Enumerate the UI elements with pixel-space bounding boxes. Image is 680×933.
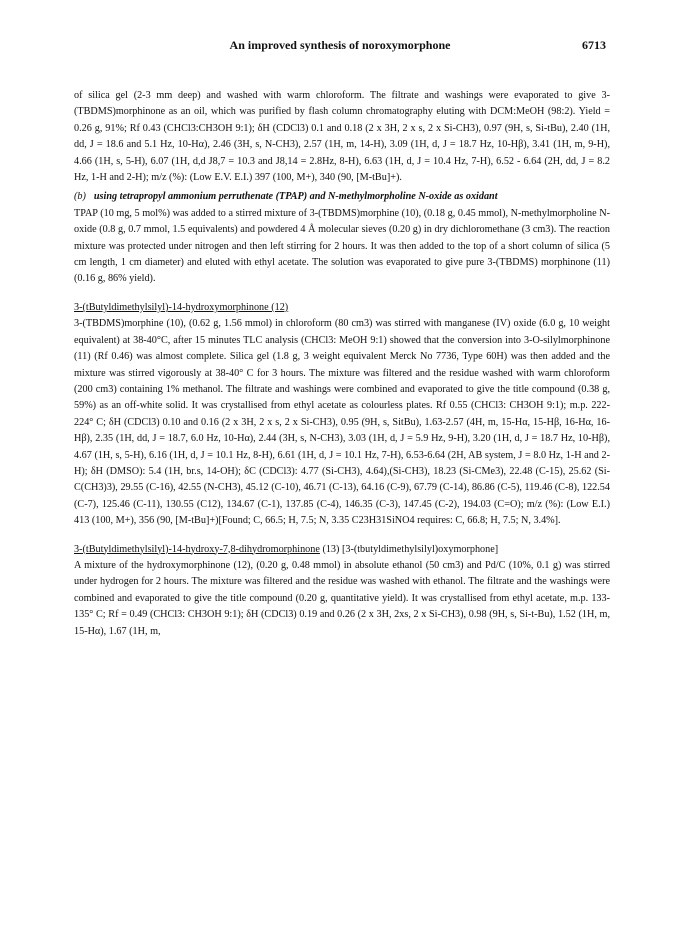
method-title: using tetrapropyl ammonium perruthenate (TPAP) and N-methylmorpholine N-oxide as oxidant xyxy=(93,191,498,203)
method-subheading xyxy=(74,189,610,205)
paragraph-continued: of silica gel (2-3 mm deep) and washed with warm chloroform. The filtrate and washings were evaporated to give 3-(TBDMS)morphinone as an oil, which was purified by flash column chromatography eluting with DCM:MeOH (98:2). Yield = 0.26 g, 91%; Rf 0.43 (CHCl3:CH3OH 9:1); δH (CDCl3) 0.1 and 0.18 (2 x 3H, 2 x s, 2 x Si-CH3), 0.97 (9H, s, Si-tBu), 2.40 (1H, dd, J = 18.6 and 5.1 Hz, 10-Hα), 2.46 (3H, s, N-CH3), 2.57 (1H, m, 14-H), 3.09 (1H, d, J = 18.7 Hz, 10-Hβ), 3.41 (1H, m, 9-H), 4.66 (1H, s, 5-H), 6.07 (1H, d,d J8,7 = 10.3 and J8,14 = 2.8Hz, 8-H), 6.63 (1H, d, J = 10.4 Hz, 7-H), 6.52 - 6.64 (2H, dd, J = 8.2 Hz, 1-H and 2-H); m/z (%): (Low E.V. E.I.) 397 (100, M+), 340 (90, [M-tBu]+). xyxy=(74,90,610,184)
heading-compound-name: 3-(tButyldimethylsilyl)-14-hydroxy-7,8-dihydromorphinone xyxy=(74,543,320,555)
body-text xyxy=(74,88,610,640)
running-title: An improved synthesis of noroxymorphone xyxy=(229,38,451,52)
running-header xyxy=(74,38,606,54)
section-heading-hydroxymorphinone: 3-(tButyldimethylsilyl)-14-hydroxymorphinone (12) xyxy=(74,301,289,313)
page-number: 6713 xyxy=(582,38,606,52)
paragraph-tpap: TPAP (10 mg, 5 mol%) was added to a stirred mixture of 3-(TBDMS)morphine (10), (0.18 g, 0.45 mmol), N-methylmorpholine N-oxide (0.8 g, 0.7 mmol, 1.5 equivalents) and powdered 4 Å molecular sieves (0.20 g) in dry dichloromethane (3 cm3). The reaction mixture was protected under nitrogen and then left stirring for 2 hours. It was then added to the top of a short column of silica (5 cm length, 1 cm diameter) and eluted with ethyl acetate. The solution was evaporated to give pure 3-(TBDMS) morphinone (11) (0.16 g, 86% yield). xyxy=(74,207,610,285)
method-label: (b) xyxy=(74,191,86,203)
section-heading-dihydromorphinone xyxy=(74,542,610,558)
paragraph-dihydromorphinone: A mixture of the hydroxymorphinone (12), (0.20 g, 0.48 mmol) in absolute ethanol (50 cm3) and Pd/C (10%, 0.1 g) was stirred under hydrogen for 2 hours. The mixture was filtered and the residue was washed with ethanol. The filtrate and the washings were combined and evaporated to give the title compound (0.20 g, quantitative yield). It was crystallised from ethyl acetate, m.p. 133-135° C; Rf = 0.49 (CHCl3: CH3OH 9:1); δH (CDCl3) 0.19 and 0.26 (2 x 3H, 2xs, 2 x Si-CH3), 0.98 (9H, s, Si-t-Bu), 1.52 (1H, m, 15-Hα), 1.67 (1H, m, xyxy=(74,559,610,637)
heading-compound-alias: (13) [3-(tbutyldimethylsilyl)oxymorphone] xyxy=(319,543,499,555)
paragraph-hydroxymorphinone: 3-(TBDMS)morphine (10), (0.62 g, 1.56 mmol) in chloroform (80 cm3) was stirred with manganese (IV) oxide (6.0 g, 10 weight equivalent) at 38-40°C, after 15 minutes TLC analysis (CHCl3: MeOH 9:1) showed that the conversion into 3-O-silylmorphinone (11) (Rf 0.46) was almost complete. Silica gel (1.8 g, 3 weight equivalent Merck No 7736, Type 60H) was then added and the mixture was stirred vigorously at 38-40° C for 3 hours. The mixture was filtered and the residue washed with warm chloroform (200 cm3) containing 1% methanol. The filtrate and washings were combined and evaporated to give the title compound (0.38 g, 59%) as an off-white solid. It was crystallised from ethyl acetate as colourless plates. Rf 0.55 (CHCl3: CH3OH 9:1); m.p. 222-224° C; δH (CDCl3) 0.10 and 0.16 (2 x 3H, 2 x s, 2 x Si-CH3), 0.95 (9H, s, SitBu), 1.63-2.57 (4H, m, 15-Hα, 15-Hβ, 16-Hα, 16-Hβ), 2.35 (1H, dd, J = 18.7, 6.0 Hz, 10-Hα), 2.44 (3H, s, N-CH3), 3.03 (1H, d, J = 5.9 Hz, 9-H), 3.20 (1H, d, J = 18.7 Hz, 10-Hβ), 4.67 (1H, s, 5-H), 6.16 (1H, d, J = 10.1 Hz, 8-H), 6.61 (1H, d, J = 10.1 Hz, 7-H), 6.53-6.64 (2H, AB system, J = 8.0 Hz, 1-H and 2-H); δH (DMSO): 5.4 (1H, br.s, 14-OH); δC (CDCl3): 4.77 (Si-CH3), 4.64),(Si-CH3), 18.23 (Si-CMe3), 22.48 (C-15), 25.62 (Si-C(CH3)3), 29.55 (C-16), 42.55 (N-CH3), 45.12 (C-10), 46.71 (C-13), 64.16 (C-9), 67.79 (C-14), 86.86 (C-5), 119.46 (C-8), 122.54 (C-7), 125.46 (C-11), 130.55 (C12), 134.67 (C-1), 137.85 (C-4), 146.35 (C-3), 147.45 (C-2), 194.03 (C=O); m/z (%): (Low E.I.) 413 (100, M+), 356 (90, [M-tBu]+)[Found; C, 66.5; H, 7.5; N, 3.35 C23H31SiNO4 requires: C, 66.8; H, 7.5; N, 3.4%]. xyxy=(74,318,610,527)
